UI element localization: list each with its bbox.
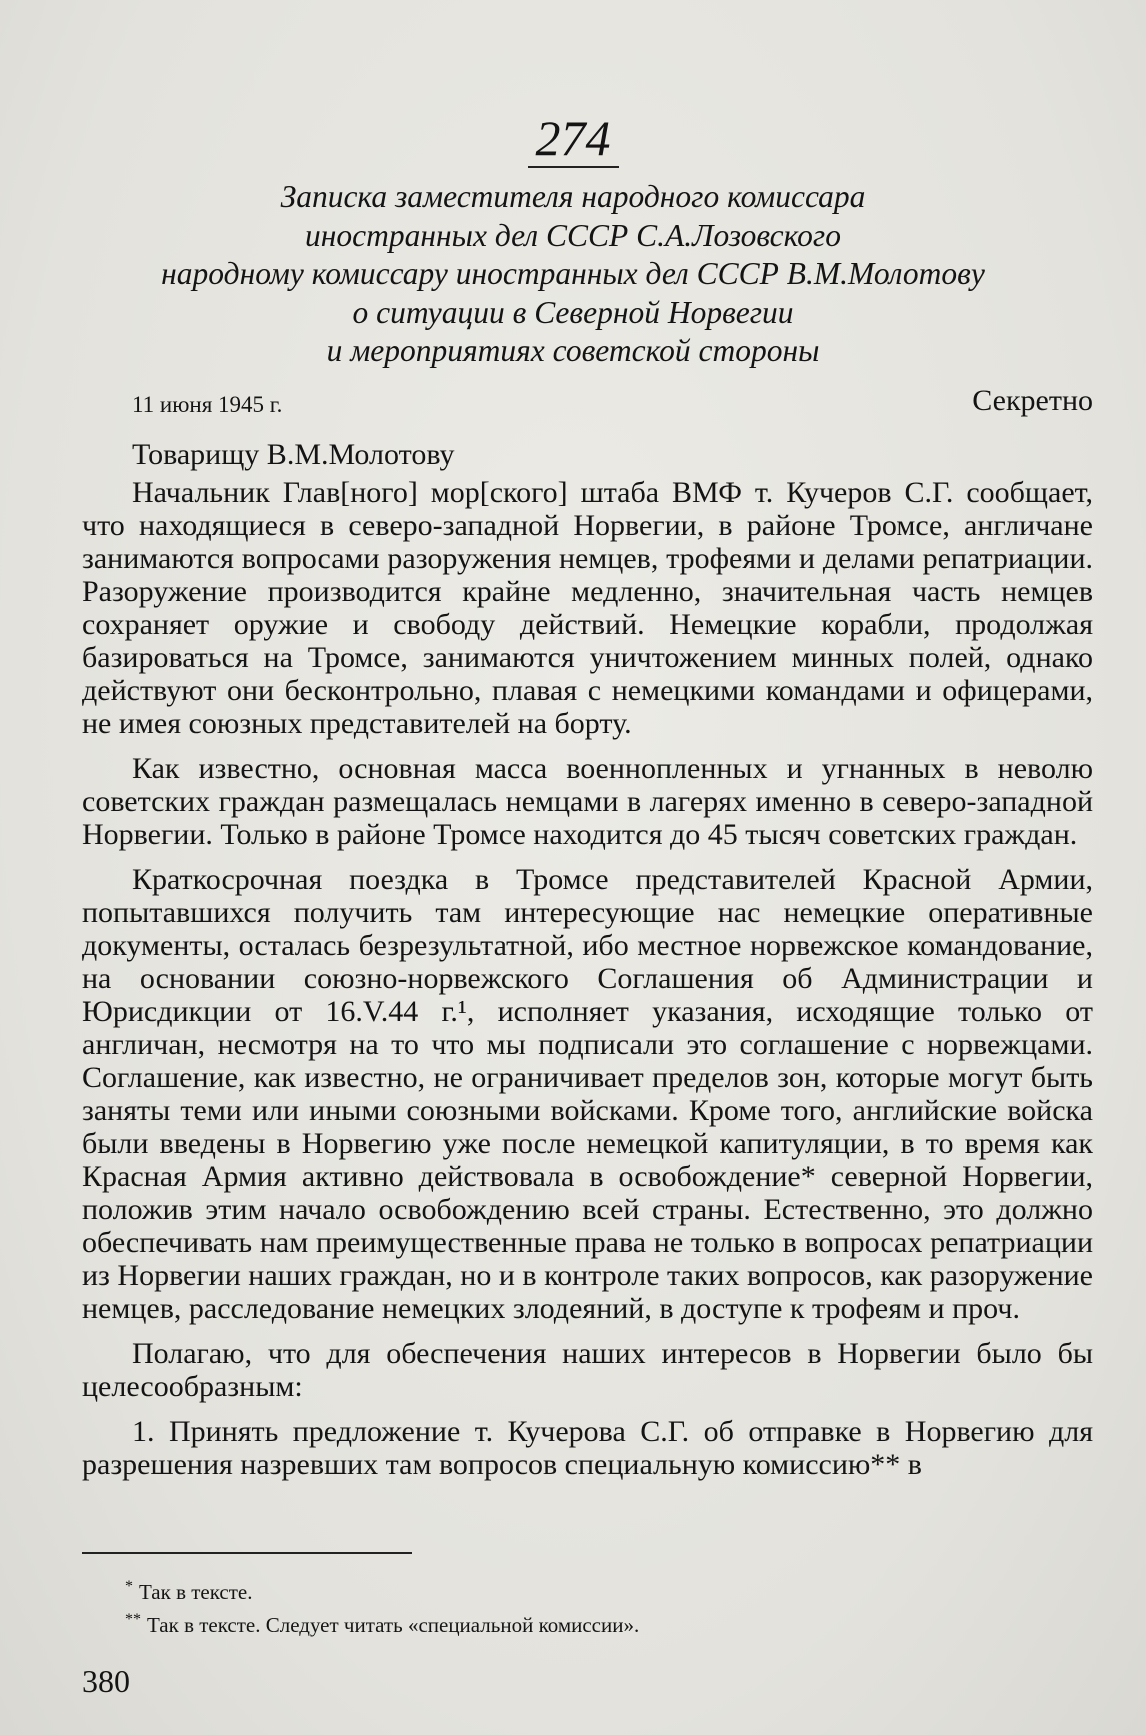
document-meta xyxy=(132,386,1093,418)
body-paragraph: 1. Принять предложение т. Кучерова С.Г. об отправке в Норвегию для разрешения назревших там вопросов специальную комиссию** в xyxy=(82,1415,1093,1481)
footnote-mark: ** xyxy=(125,1611,141,1628)
document-date: 11 июня 1945 г. xyxy=(132,392,283,417)
body-paragraph: Полагаю, что для обеспечения наших интересов в Норвегии было бы целесообразным: xyxy=(82,1337,1093,1403)
body-paragraph: Начальник Глав[ного] мор[ского] штаба ВМФ т. Кучеров С.Г. сообщает, что находящиеся в северо-западной Норвегии, в районе Тромсе, англичане занимаются вопросами разоружения немцев, трофеями и делами репатриации. Разоружение производится крайне медленно, значительная часть немцев сохраняет оружие и свободу действий. Немецкие корабли, продолжая базироваться на Тромсе, занимаются уничтожением минных полей, однако действуют они бесконтрольно, плавая с немецкими командами и офицерами, не имея союзных представителей на борту. xyxy=(82,476,1093,740)
footnote-mark: * xyxy=(125,1578,133,1595)
title-line: Записка заместителя народного комиссара xyxy=(280,179,866,214)
footnote-text: Так в тексте. xyxy=(139,1580,253,1604)
page-number: 380 xyxy=(82,1663,130,1699)
footnote xyxy=(125,1606,639,1639)
body-paragraph: Краткосрочная поездка в Тромсе представителей Красной Армии, попытавшихся получить там интересующие нас немецкие оперативные документы, осталась безрезультатной, ибо местное норвежское командование, на основании союзно-норвежского Соглашения об Администрации и Юрисдикции от 16.V.44 г.¹, исполняет указания, исходящие только от англичан, несмотря на то что мы подписали это соглашение с норвежцами. Соглашение, как известно, не ограничивает пределов зон, которые могут быть заняты теми или иными союзными войсками. Кроме того, английские войска были введены в Норвегию уже после немецкой капитуляции, в то время как Красная Армия активно действовала в освобождение* северной Норвегии, положив этим начало освобождению всей страны. Естественно, это должно обеспечивать нам преимущественные права не только в вопросах репатриации из Норвегии наших граждан, но и в контроле таких вопросов, как разоружение немцев, расследование немецких злодеяний, в доступе к трофеям и проч. xyxy=(82,863,1093,1325)
document-body xyxy=(82,476,1093,1493)
title-line: и мероприятиях советской стороны xyxy=(326,333,820,368)
footnote-divider xyxy=(82,1552,412,1554)
body-paragraph: Как известно, основная масса военнопленных и угнанных в неволю советских граждан размещалась немцами в лагерях именно в северо-западной Норвегии. Только в районе Тромсе находится до 45 тысяч советских граждан. xyxy=(82,752,1093,851)
classification-label: Секретно xyxy=(972,384,1093,417)
footnotes xyxy=(125,1573,639,1639)
document-number: 274 xyxy=(0,108,1146,168)
footnote-text: Так в тексте. Следует читать «специальной комиссии». xyxy=(147,1613,640,1637)
addressee: Товарищу В.М.Молотову xyxy=(132,438,455,471)
footnote xyxy=(125,1573,639,1606)
document-title xyxy=(100,178,1046,371)
title-line: иностранных дел СССР С.А.Лозовского xyxy=(305,217,841,253)
title-line: о ситуации в Северной Норвегии xyxy=(352,294,794,330)
title-line: народному комиссару иностранных дел СССР В.М.Молотову xyxy=(161,256,985,291)
